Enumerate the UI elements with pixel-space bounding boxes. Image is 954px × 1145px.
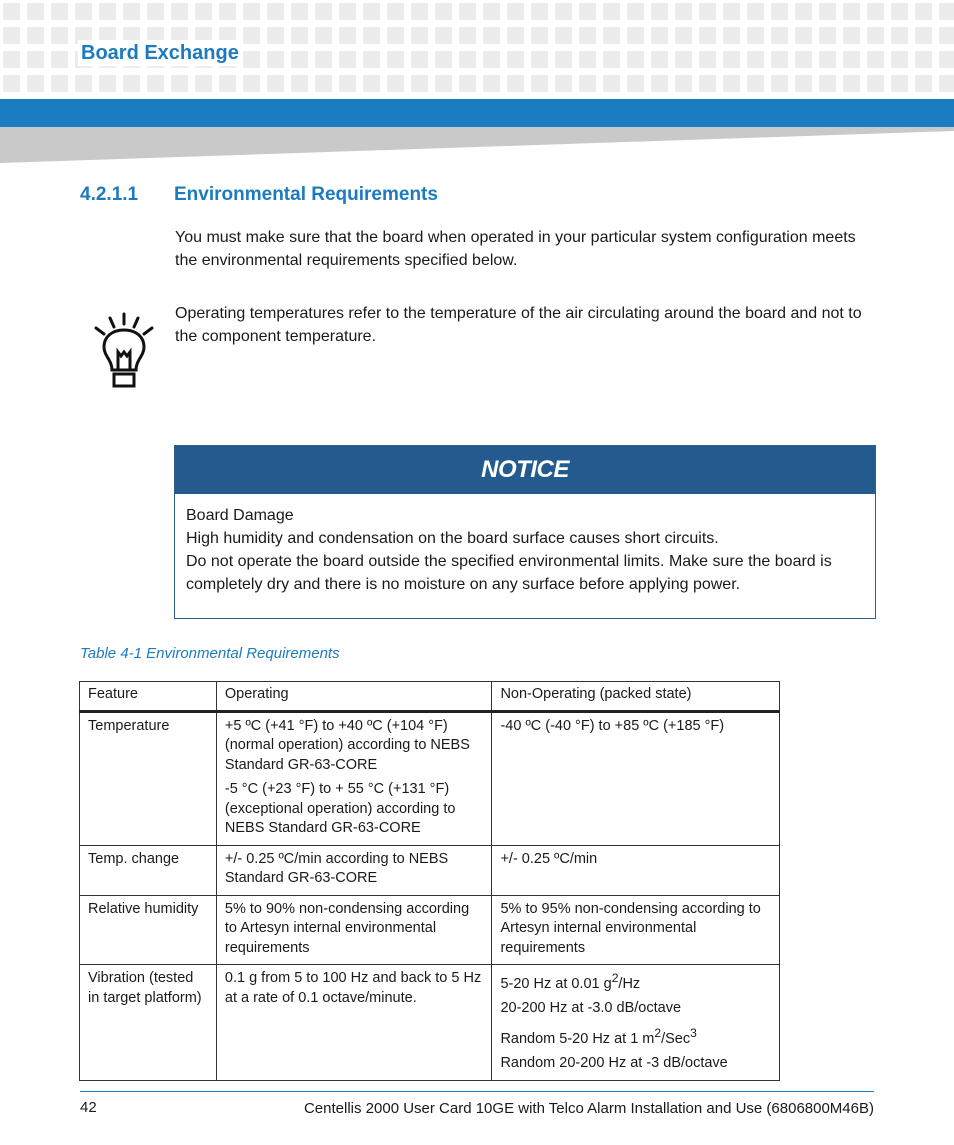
table-row	[80, 711, 780, 845]
cell-text: 5-20 Hz at 0.01 $g^2/Hz$	[500, 971, 641, 992]
pattern-square	[627, 75, 644, 92]
pattern-square	[51, 27, 68, 44]
operating-cell	[216, 895, 492, 965]
cell-text: +/- 0.25 ºC/min according to NEBS Standard GR-63-CORE	[224, 850, 449, 886]
pattern-square	[123, 3, 140, 20]
pattern-square	[459, 27, 476, 44]
pattern-square	[771, 3, 788, 20]
pattern-square	[483, 51, 500, 68]
section-heading	[80, 184, 438, 206]
pattern-square	[795, 27, 812, 44]
header-band	[0, 99, 954, 127]
pattern-square	[363, 27, 380, 44]
pattern-square	[915, 3, 932, 20]
pattern-square	[531, 51, 548, 68]
pattern-square	[771, 51, 788, 68]
table-header-row	[80, 682, 780, 712]
pattern-square	[99, 75, 116, 92]
pattern-square	[75, 3, 92, 20]
pattern-square	[147, 75, 164, 92]
notice-body	[175, 494, 875, 606]
pattern-square	[891, 3, 908, 20]
environmental-table	[79, 681, 780, 1081]
pattern-square	[459, 51, 476, 68]
pattern-square	[603, 75, 620, 92]
pattern-square	[747, 3, 764, 20]
pattern-square	[867, 51, 884, 68]
pattern-square	[243, 3, 260, 20]
pattern-square	[315, 3, 332, 20]
pattern-square	[435, 51, 452, 68]
pattern-square	[867, 3, 884, 20]
cell-text: Random 5-20 Hz at 1 $m^2/Sec^3$	[500, 1025, 697, 1047]
pattern-square	[171, 3, 188, 20]
pattern-square	[531, 75, 548, 92]
pattern-square	[411, 75, 428, 92]
pattern-square	[171, 75, 188, 92]
non-operating-cell	[492, 845, 780, 895]
pattern-square	[531, 27, 548, 44]
pattern-square	[339, 27, 356, 44]
section-number: 4.2.1.1	[80, 184, 139, 205]
pattern-square	[267, 75, 284, 92]
pattern-square	[555, 75, 572, 92]
pattern-square	[3, 27, 20, 44]
pattern-square	[747, 27, 764, 44]
pattern-square	[435, 3, 452, 20]
pattern-square	[699, 27, 716, 44]
pattern-square	[723, 27, 740, 44]
pattern-square	[435, 75, 452, 92]
table-row	[80, 895, 780, 965]
pattern-square	[339, 75, 356, 92]
non-operating-cell	[492, 895, 780, 965]
notice-line: Do not operate the board outside the specified environmental limits. Make sure the board is completely dry and there is no moisture on any surface before applying power.	[186, 553, 832, 593]
page-number: 42	[80, 1099, 97, 1116]
pattern-square	[435, 27, 452, 44]
notice-header	[175, 446, 875, 494]
chapter-title: Board Exchange	[78, 40, 242, 66]
pattern-square	[891, 75, 908, 92]
pattern-square	[3, 75, 20, 92]
pattern-square	[387, 51, 404, 68]
pattern-square	[723, 3, 740, 20]
pattern-square	[459, 75, 476, 92]
pattern-square	[387, 75, 404, 92]
pattern-square	[123, 75, 140, 92]
pattern-square	[627, 3, 644, 20]
pattern-square	[27, 51, 44, 68]
cell-text: -40 ºC (-40 °F) to +85 ºC (+185 °F)	[500, 717, 725, 734]
pattern-square	[795, 51, 812, 68]
pattern-square	[939, 3, 954, 20]
pattern-square	[579, 27, 596, 44]
pattern-square	[603, 51, 620, 68]
non-operating-cell	[492, 711, 780, 845]
pattern-square	[915, 75, 932, 92]
pattern-square	[51, 3, 68, 20]
pattern-square	[675, 75, 692, 92]
pattern-square	[51, 75, 68, 92]
pattern-square	[411, 51, 428, 68]
pattern-square	[819, 75, 836, 92]
pattern-square	[891, 51, 908, 68]
pattern-square	[699, 75, 716, 92]
cell-text: 20-200 Hz at -3.0 dB/octave	[500, 1000, 682, 1017]
pattern-square	[3, 3, 20, 20]
pattern-square	[819, 51, 836, 68]
pattern-square	[579, 3, 596, 20]
pattern-square	[219, 3, 236, 20]
pattern-square	[675, 51, 692, 68]
pattern-square	[291, 3, 308, 20]
pattern-square	[555, 51, 572, 68]
header-wedge	[0, 127, 954, 163]
pattern-square	[891, 27, 908, 44]
pattern-square	[387, 27, 404, 44]
pattern-square	[747, 51, 764, 68]
pattern-square	[219, 75, 236, 92]
pattern-square	[771, 75, 788, 92]
cell-text: +/- 0.25 ºC/min	[500, 850, 598, 867]
cell-text: Random 20-200 Hz at -3 dB/octave	[500, 1055, 728, 1072]
feature-cell: Temperature	[80, 711, 217, 845]
pattern-square	[819, 3, 836, 20]
pattern-square	[387, 3, 404, 20]
pattern-square	[675, 27, 692, 44]
pattern-square	[315, 75, 332, 92]
feature-cell: Relative humidity	[80, 895, 217, 965]
pattern-square	[75, 75, 92, 92]
pattern-square	[651, 27, 668, 44]
pattern-square	[243, 27, 260, 44]
pattern-square	[27, 75, 44, 92]
pattern-square	[699, 51, 716, 68]
notice-line: Board Damage	[186, 507, 294, 524]
notice-title: NOTICE	[481, 456, 569, 483]
intro-paragraph: You must make sure that the board when operated in your particular system configuration meets the environmental requirements specified below.	[175, 229, 856, 269]
non-operating-cell	[492, 965, 780, 1081]
pattern-square	[411, 3, 428, 20]
pattern-square	[531, 3, 548, 20]
pattern-square	[627, 51, 644, 68]
pattern-square	[819, 27, 836, 44]
cell-text: 5% to 95% non-condensing according to Artesyn internal environmental requirements	[500, 900, 761, 956]
pattern-square	[795, 3, 812, 20]
pattern-square	[675, 3, 692, 20]
table-caption: Table 4-1 Environmental Requirements	[80, 645, 340, 662]
pattern-square	[27, 27, 44, 44]
cell-text: +5 ºC (+41 °F) to +40 ºC (+104 °F) (normal operation) according to NEBS Standard GR-63-CORE	[224, 717, 470, 773]
pattern-square	[339, 3, 356, 20]
pattern-square	[315, 27, 332, 44]
pattern-square	[747, 75, 764, 92]
pattern-square	[507, 3, 524, 20]
operating-cell	[216, 965, 492, 1081]
pattern-square	[603, 27, 620, 44]
pattern-square	[843, 51, 860, 68]
table-header-cell: Non-Operating (packed state)	[492, 682, 780, 712]
pattern-square	[195, 3, 212, 20]
pattern-square	[363, 75, 380, 92]
pattern-square	[939, 75, 954, 92]
pattern-square	[507, 27, 524, 44]
pattern-square	[867, 27, 884, 44]
pattern-square	[699, 3, 716, 20]
pattern-square	[363, 3, 380, 20]
pattern-square	[579, 75, 596, 92]
pattern-square	[483, 27, 500, 44]
pattern-square	[915, 51, 932, 68]
pattern-square	[651, 51, 668, 68]
pattern-square	[3, 51, 20, 68]
pattern-square	[267, 51, 284, 68]
notice-box	[174, 445, 876, 619]
pattern-square	[627, 27, 644, 44]
feature-cell: Temp. change	[80, 845, 217, 895]
pattern-square	[459, 3, 476, 20]
pattern-square	[195, 75, 212, 92]
pattern-square	[267, 3, 284, 20]
pattern-square	[339, 51, 356, 68]
pattern-square	[99, 3, 116, 20]
table-row	[80, 965, 780, 1081]
document-title: Centellis 2000 User Card 10GE with Telco Alarm Installation and Use (6806800M46B)	[303, 1100, 874, 1117]
table-header-cell: Feature	[80, 682, 217, 712]
pattern-square	[267, 27, 284, 44]
section-title: Environmental Requirements	[174, 184, 438, 205]
pattern-square	[603, 3, 620, 20]
pattern-square	[651, 75, 668, 92]
pattern-square	[363, 51, 380, 68]
pattern-square	[243, 75, 260, 92]
pattern-square	[147, 3, 164, 20]
pattern-square	[579, 51, 596, 68]
lightbulb-icon	[92, 312, 156, 392]
pattern-square	[939, 51, 954, 68]
feature-cell: Vibration (tested in target platform)	[80, 965, 217, 1081]
note-paragraph: Operating temperatures refer to the temperature of the air circulating around the board and not to the component temperature.	[175, 305, 862, 345]
pattern-square	[291, 27, 308, 44]
cell-text: -5 °C (+23 °F) to + 55 °C (+131 °F) (exceptional operation) according to NEBS Standard GR-63-CORE	[224, 781, 456, 836]
pattern-square	[243, 51, 260, 68]
pattern-square	[723, 75, 740, 92]
pattern-square	[795, 75, 812, 92]
table-row	[80, 845, 780, 895]
pattern-square	[51, 51, 68, 68]
pattern-square	[483, 3, 500, 20]
pattern-square	[915, 27, 932, 44]
pattern-square	[867, 75, 884, 92]
pattern-square	[843, 75, 860, 92]
operating-cell	[216, 711, 492, 845]
pattern-square	[507, 51, 524, 68]
pattern-square	[843, 27, 860, 44]
pattern-square	[843, 3, 860, 20]
pattern-square	[771, 27, 788, 44]
pattern-square	[291, 75, 308, 92]
pattern-square	[723, 51, 740, 68]
operating-cell	[216, 845, 492, 895]
pattern-square	[291, 51, 308, 68]
notice-line: High humidity and condensation on the board surface causes short circuits.	[186, 530, 719, 547]
pattern-square	[507, 75, 524, 92]
pattern-square	[555, 27, 572, 44]
pattern-square	[411, 27, 428, 44]
table-header-cell: Operating	[216, 682, 492, 712]
cell-text: 0.1 g from 5 to 100 Hz and back to 5 Hz at a rate of 0.1 octave/minute.	[224, 970, 482, 1006]
pattern-square	[483, 75, 500, 92]
pattern-square	[939, 27, 954, 44]
pattern-square	[27, 3, 44, 20]
cell-text: 5% to 90% non-condensing according to Artesyn internal environmental requirements	[224, 900, 470, 956]
footer-rule	[80, 1091, 874, 1092]
pattern-square	[315, 51, 332, 68]
pattern-square	[651, 3, 668, 20]
pattern-square	[555, 3, 572, 20]
